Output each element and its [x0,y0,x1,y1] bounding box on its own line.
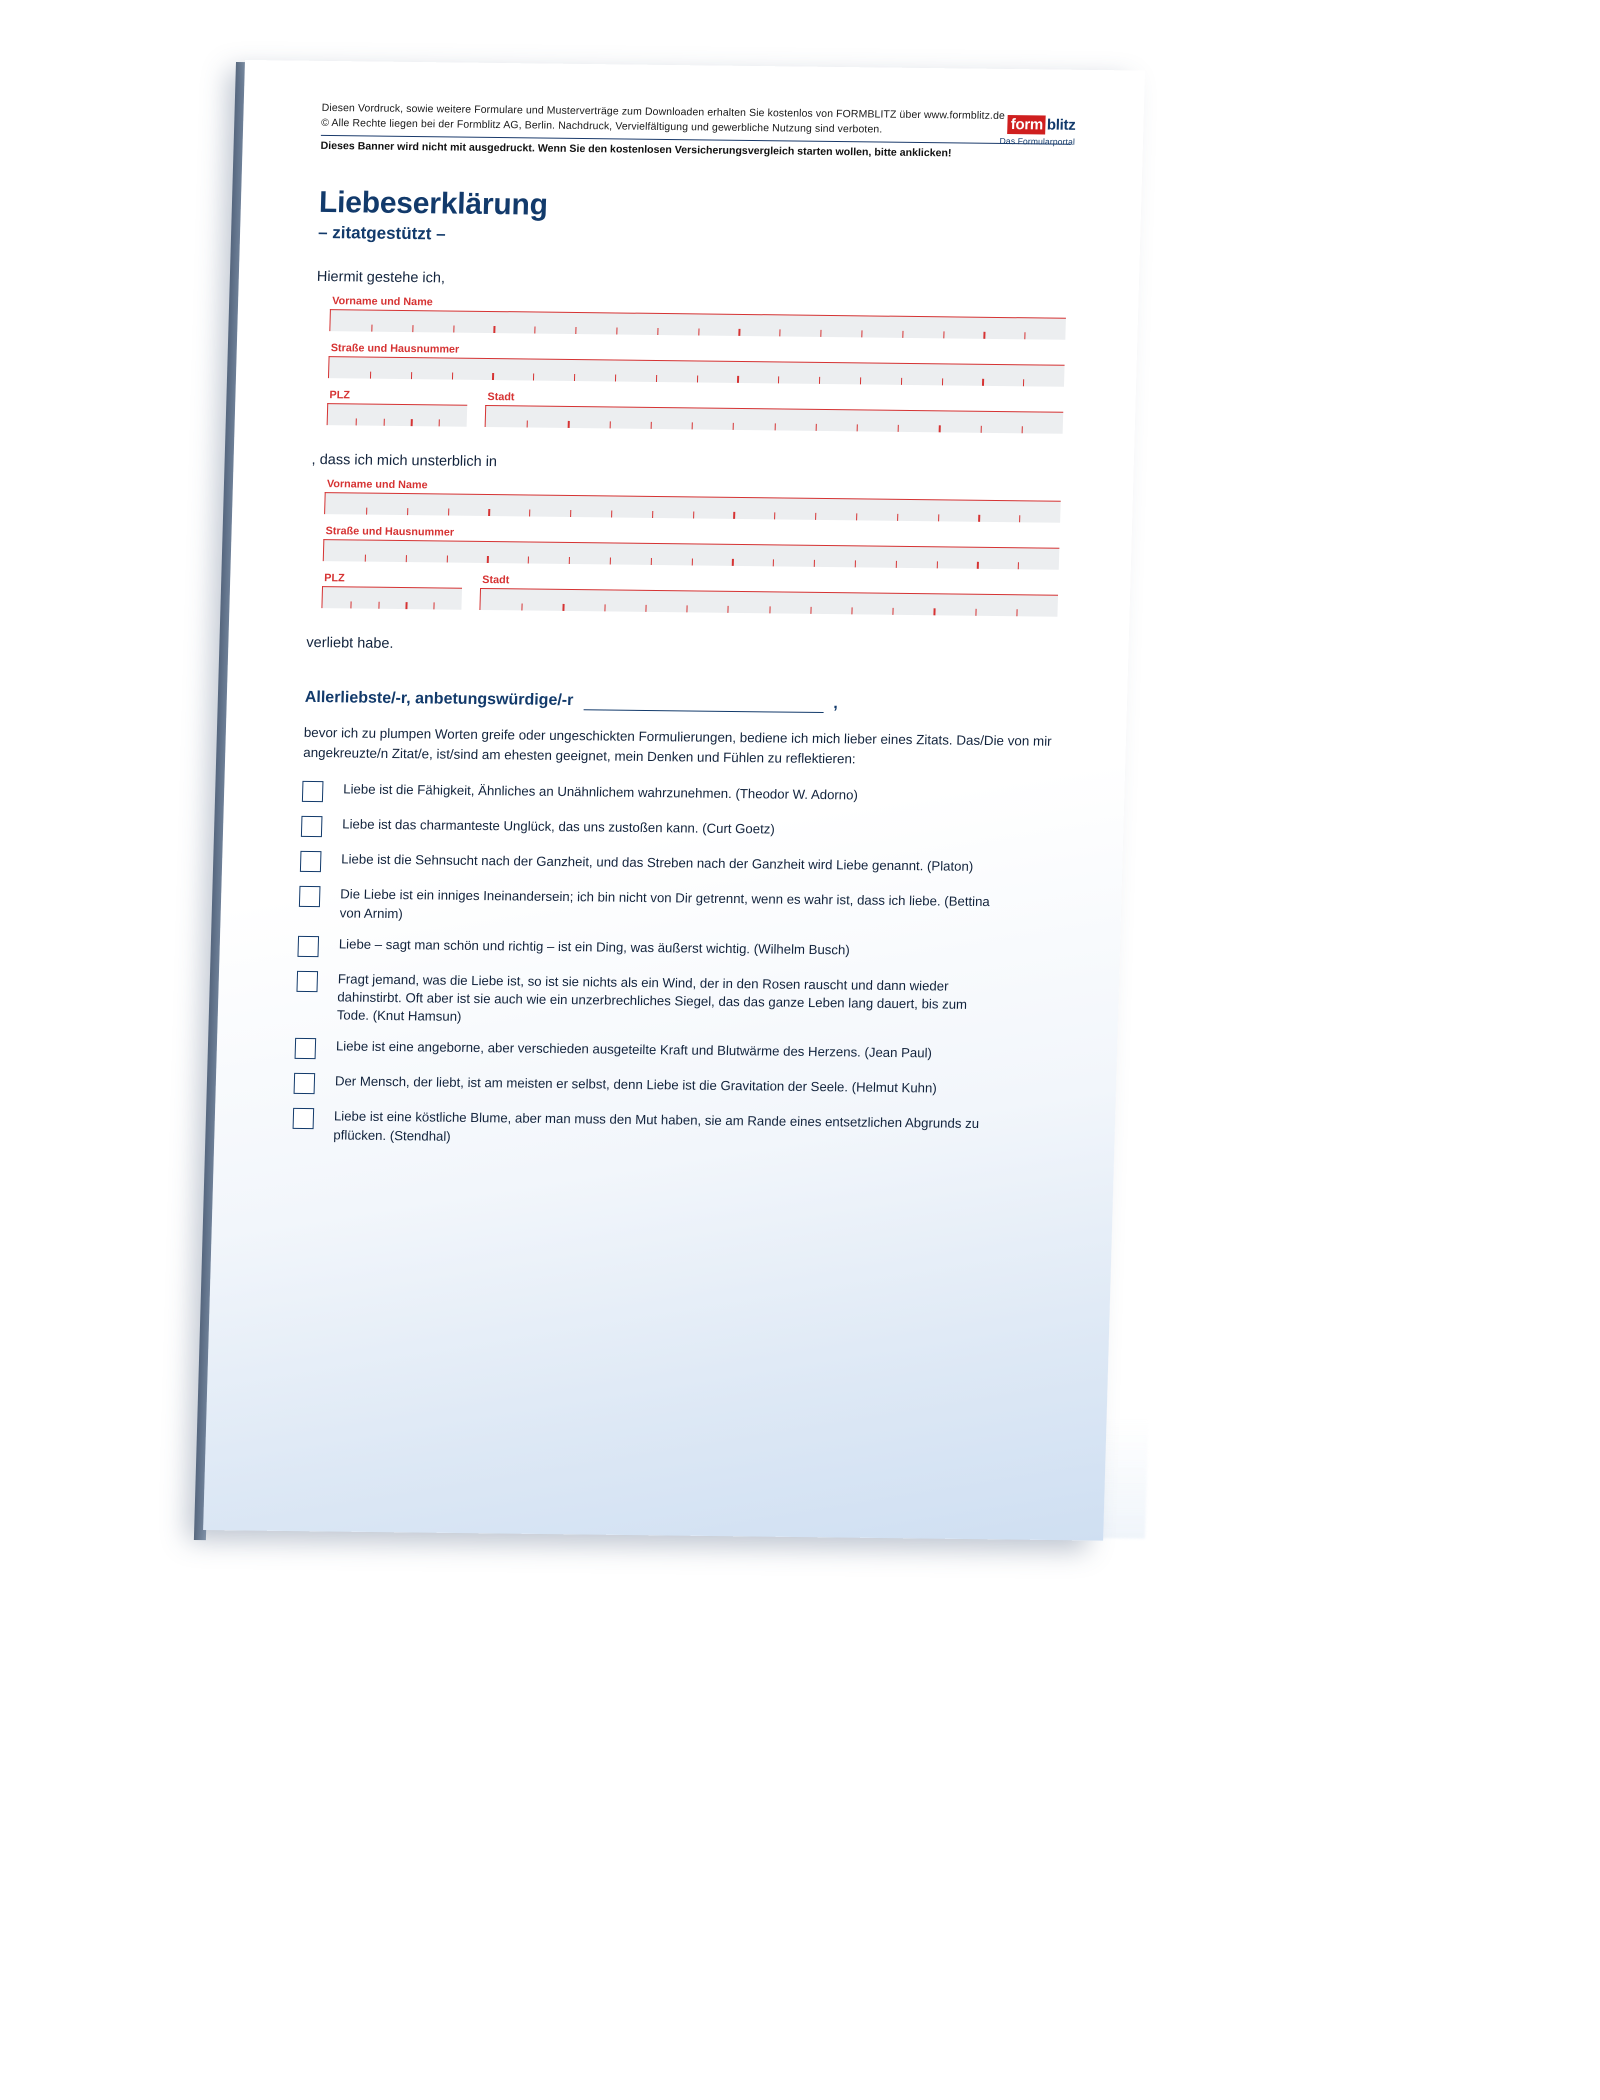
quote-text: Liebe – sagt man schön und richtig – ist ein Ding, was äußerst wichtig. (Wilhelm Busch) [338,936,850,958]
sender-fieldset [326,296,1066,446]
quote-text: Liebe ist eine köstliche Blume, aber man muss den Mut haben, sie am Rande eines entsetzlichen Abgrunds zu pflücken. (Stendhal) [333,1108,980,1144]
sender-city-input[interactable] [485,405,1064,434]
tick-marks [324,555,1059,571]
recipient-zip-input[interactable] [321,587,462,611]
recipient-zip-city-row [321,573,1058,629]
quote-item[interactable] [295,1037,1046,1068]
sender-city-field[interactable] [485,391,1064,434]
recipient-zip-label: PLZ [324,572,345,585]
banner-line-1: Diesen Vordruck, sowie weitere Formulare und Musterverträge zum Downloaden erhalten Sie kostenlos von FORMBLITZ über www.formblitz.de [321,101,1006,122]
tick-marks [325,508,1060,524]
tick-marks [322,602,461,611]
quote-item[interactable] [294,1072,1045,1103]
formblitz-logo[interactable] [967,115,1076,147]
quote-checkbox[interactable] [297,936,319,957]
quote-item[interactable] [296,970,1048,1034]
sender-zip-field[interactable] [327,390,468,428]
document-page [203,60,1145,1541]
salutation-label: Allerliebste/-r, anbetungswürdige/-r [304,689,574,710]
quote-checkbox[interactable] [299,886,321,907]
tick-marks [328,419,467,428]
tick-marks [329,372,1064,388]
quote-text: Die Liebe ist ein inniges Ineinandersein; ich bin nicht von Dir getrennt, wenn es wahr ist, dass ich liebe. (Bettina von Arnim) [339,886,990,921]
recipient-fieldset [321,479,1061,629]
quote-text: Der Mensch, der liebt, ist am meisten er selbst, denn Liebe ist die Gravitation der Seele. (Helmut Kuhn) [334,1073,937,1096]
after-text: verliebt habe. [306,635,394,653]
quote-checkbox[interactable] [302,781,324,802]
recipient-name-field[interactable] [324,479,1061,524]
quote-item[interactable] [297,935,1048,966]
sender-name-field[interactable] [329,296,1066,341]
recipient-street-field[interactable] [323,526,1060,571]
logo-mark [1008,115,1076,135]
quote-text: Liebe ist die Fähigkeit, Ähnliches an Unähnlichem wahrzunehmen. (Theodor W. Adorno) [343,781,859,803]
logo-blitz-text: blitz [1046,116,1076,134]
quote-item[interactable] [302,780,1053,811]
page-title: Liebeserklärung [318,186,549,223]
middle-text: , dass ich mich unsterblich in [311,452,498,471]
quote-list [292,780,1052,1152]
formblitz-banner[interactable] [320,101,1076,161]
sender-street-label: Straße und Hausnummer [330,342,460,357]
recipient-city-label: Stadt [482,574,510,587]
sender-zip-input[interactable] [327,404,468,428]
quote-text: Liebe ist eine angeborne, aber verschieden ausgeteilte Kraft und Blutwärme des Herzens. (Jean Paul) [335,1038,933,1061]
page-content [292,101,1076,1166]
salutation-blank-input[interactable] [583,696,823,714]
salutation-comma: , [833,695,839,713]
quote-text: Liebe ist die Sehnsucht nach der Ganzheit, und das Streben nach der Ganzheit wird Liebe genannt. (Platon) [341,851,974,875]
recipient-street-label: Straße und Hausnummer [325,525,455,540]
salutation-row [305,689,1056,716]
sender-zip-label: PLZ [329,389,351,402]
quote-checkbox[interactable] [295,1038,317,1059]
quote-item[interactable] [298,885,1049,930]
quote-item[interactable] [292,1107,1043,1152]
quote-checkbox[interactable] [296,971,318,992]
recipient-zip-field[interactable] [321,573,462,611]
quote-checkbox[interactable] [301,816,323,837]
lead-text: Hiermit gestehe ich, [316,269,446,287]
quote-item[interactable] [301,815,1052,846]
sender-city-label: Stadt [487,391,515,404]
sender-street-field[interactable] [328,343,1065,388]
quote-text: Fragt jemand, was die Liebe ist, so ist sie nichts als ein Wind, der in den Rosen rauscht und dann wieder dahinstirbt. Oft aber ist sie auch wie ein unzerbrechliches Siegel, das das ganze Leben lang dauert, bis zum Tode. (Knut Hamsun) [336,971,968,1025]
intro-paragraph: bevor ich zu plumpen Worten greife oder ungeschickten Formulierungen, bediene ich mich lieber eines Zitats. Das/Die von mir angekreuzte/n Zitat/e, ist/sind am ehesten geeignet, mein Denken und Fühlen zu reflektieren: [303,725,1052,767]
sender-zip-city-row [326,390,1063,446]
logo-form-text: form [1008,115,1046,134]
tick-marks [480,603,1057,617]
document-page-wrapper [203,60,1145,1541]
banner-line-2: © Alle Rechte liegen bei der Formblitz AG, Berlin. Nachdruck, Vervielfältigung und gewerbliche Nutzung sind verboten. [321,117,883,136]
banner-notice[interactable]: Dieses Banner wird nicht mit ausgedruckt. Wenn Sie den kostenlosen Versicherungsvergleich starten wollen, bitte anklicken! [320,140,952,160]
quote-item[interactable] [300,850,1051,881]
sender-name-label: Vorname und Name [331,295,433,309]
quote-checkbox[interactable] [294,1073,316,1094]
quote-text: Liebe ist das charmanteste Unglück, das uns zustoßen kann. (Curt Goetz) [342,816,775,837]
logo-tagline: Das Formularportal [999,135,1076,147]
quote-checkbox[interactable] [300,851,322,872]
quote-checkbox[interactable] [293,1108,315,1129]
tick-marks [330,325,1065,341]
recipient-name-label: Vorname und Name [326,478,428,492]
recipient-city-field[interactable] [479,574,1058,617]
recipient-city-input[interactable] [479,588,1058,617]
page-subtitle: – zitatgestützt – [317,223,446,244]
tick-marks [486,420,1063,434]
